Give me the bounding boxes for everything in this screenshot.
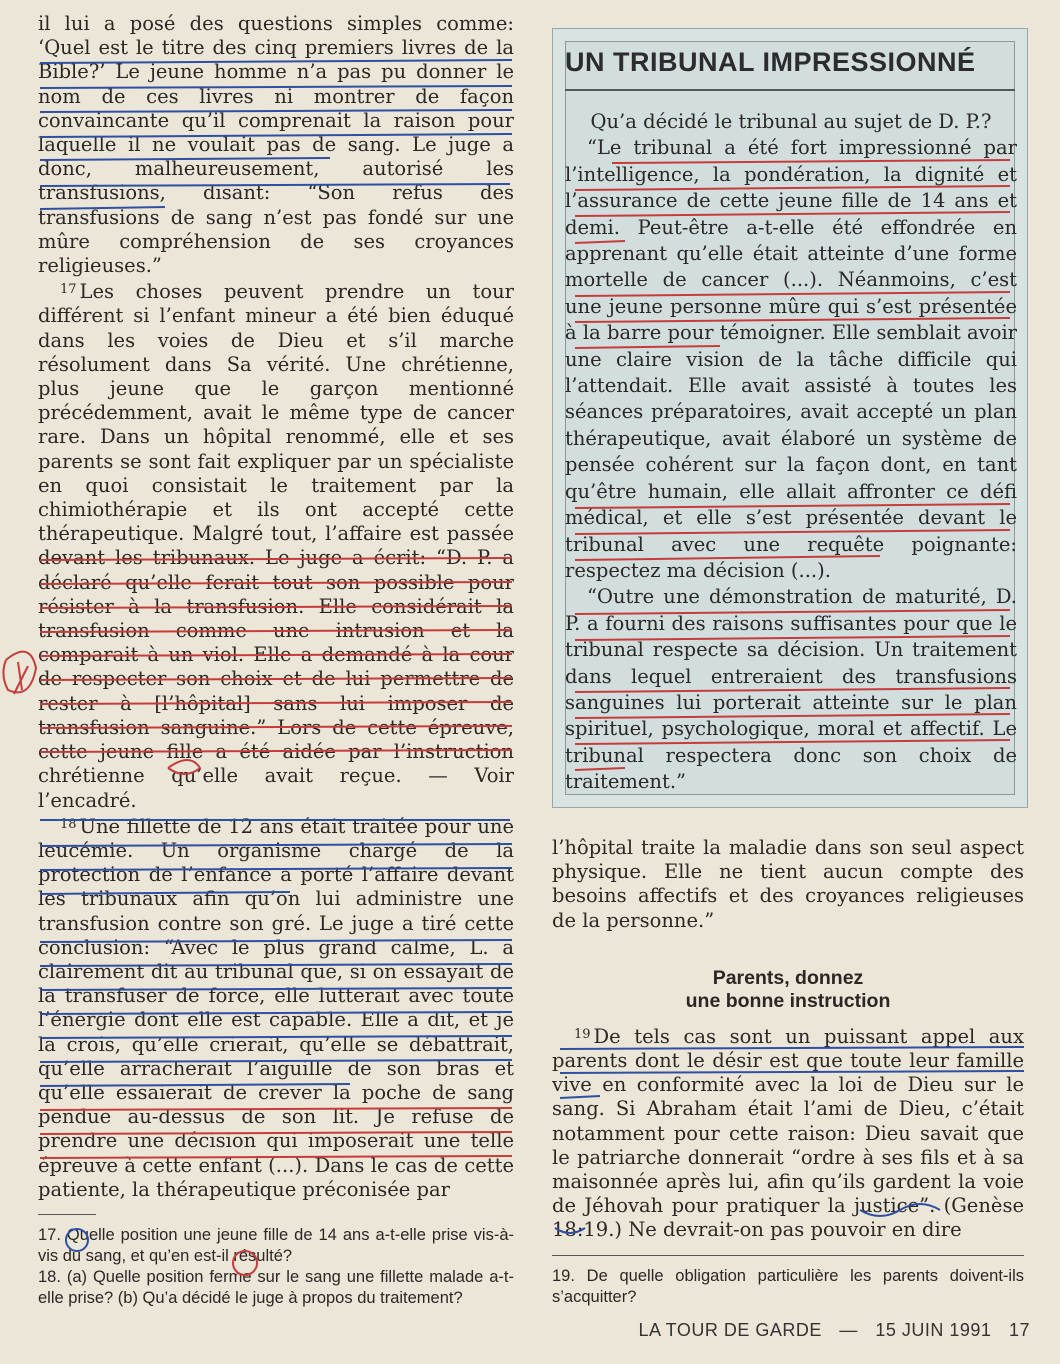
right-column [552,836,1024,1308]
left-column [38,12,514,1309]
paragraph-19-text: De tels cas sont un puissant appel aux parents dont le désir est que toute leur famille vive en conformité avec la loi de Dieu sur le sang. Si Abraham était l’ami de Dieu, c’était notamment pour cette raison: Dieu savait que le patriarche donnerait “ordre à ses fils et à sa maisonnée après lui, afin qu’ils gardent la voie de Jéhovah pour pratiquer la justice”. (Genèse 18:19.) Ne devrait-on pas pouvoir en dire [552,1024,1024,1242]
box-title-rule [565,89,1015,91]
paragraph-19 [552,1023,1024,1243]
paragraph-18-continued: l’hôpital traite la maladie dans son seul aspect physique. Elle ne tient aucun compte des besoins affectifs et des croyances religieuses de la personne.” [552,836,1024,932]
box-paragraph-2: “Outre une démonstration de maturité, D. P. a fourni des raisons suffisantes pour que le tribunal respecte sa décision. Un traitement dans lequel entreraient des transfusions sanguines lui porterait atteinte sur le plan spirituel, psychologique, moral et affectif. Le tribunal respectera donc son choix de traitement.” [565,585,1017,794]
page-number: 17 [1008,1320,1030,1340]
paragraph-16-end: il lui a posé des questions simples comme: ‘Quel est le titre des cinq premiers livres de la Bible?’ Le jeune homme n’a pas pu donner le nom de ces livres ni montrer de façon convaincante qu’il comprenait la raison pour laquelle il ne voulait pas de sang. Le juge a donc, malheureusement, autorisé les transfusions, disant: “Son refus des transfusions de sang n’est pas fondé sur une mûre compréhension de ses croyances religieuses.” [38,12,514,278]
subheading [552,967,1024,1013]
study-questions-left [38,1225,514,1309]
paragraph-number-18: 18 [60,816,77,832]
box-paragraph-1: “Le tribunal a été fort impressionné par l’intelligence, la pondération, la dignité et l’assurance de cette jeune fille de 14 ans et demi. Peut-être a-t-elle été effondrée en apprenant qu’elle était atteinte d’une forme mortelle de cancer (...). Néanmoins, c’est une jeune personne mûre qui s’est présentée à la barre pour témoigner. Elle semblait avoir une claire vision de la tâche difficile qui l’attendait. Elle avait assisté à toutes les séances préparatoires, avait accepté un plan thérapeutique, avait élaboré un système de pensée cohérent sur la façon dont, en tant qu’être humain, elle allait affronter ce défi médical, et elle s’est présentée devant le tribunal avec une requête poignante: respectez ma décision (...). [565,136,1017,582]
paragraph-number-19: 19 [574,1026,591,1042]
box-body [565,109,1017,796]
question-17: 17. Quelle position une jeune fille de 14 ans a-t-elle prise vis-à-vis du sang, et qu’en est-il résulté? [38,1225,514,1265]
question-18: 18. (a) Quelle position ferme sur le sang une fillette malade a-t-elle prise? (b) Qu’a décidé le juge à propos du traitement? [38,1267,514,1307]
subheading-line-1: Parents, donnez [712,966,864,989]
paragraph-18-text: Une fillette de 12 ans était traitée pour une leucémie. Un organisme chargé de la protection de l’enfance a porté l’affaire devant les tribunaux afin qu’on lui administre une transfusion contre son gré. Le juge a tiré cette conclusion: “Avec le plus grand calme, L. a clairement dit au tribunal que, si on essayait de la transfuser de force, elle lutterait avec toute l’énergie dont elle est capable. Elle a dit, et je la crois, qu’elle crierait, qu’elle se débattrait, qu’elle arracherait l’aiguille de son bras et qu’elle essaierait de crever la poche de sang pendue au-dessus de son lit. Je refuse de prendre une décision qui imposerait une telle épreuve à cette enfant (...). Dans le cas de cette patiente, la thérapeutique préconisée par [38,814,514,1201]
page-footer [590,1320,1030,1341]
box-question: Qu’a décidé le tribunal au sujet de D. P.? [590,110,992,133]
paragraph-17 [38,278,514,812]
study-questions-right [552,1266,1024,1308]
paragraph-17-text: Les choses peuvent prendre un tour différent si l’enfant mineur a été bien éduqué dans les voies de Dieu et s’il marche résolument dans Sa vérité. Une chrétienne, plus jeune que le garçon mentionné précédemment, avait le même type de cancer rare. Dans un hôpital renommé, elle et ses parents se sont fait expliquer par un spécialiste en quoi consistait le traitement par la chimiothérapie et ils ont accepté cette thérapeutique. Malgré tout, l’affaire est passée devant les tribunaux. Le juge a écrit: “D. P. a déclaré qu’elle ferait tout son possible pour résister à la transfusion. Elle considérait la transfusion comme une intrusion et la comparait à un viol. Elle a demandé à la cour de respecter son choix et de lui permettre de rester à [l’hôpital] sans lui imposer de transfusion sanguine.” Lors de cette épreuve, cette jeune fille a été aidée par l’instruction chrétienne qu’elle avait reçue. — Voir l’encadré. [38,280,514,812]
paragraph-number-17: 17 [60,282,77,298]
footer-dash: — [839,1320,858,1340]
subheading-line-2: une bonne instruction [685,989,891,1012]
issue-date: 15 JUIN 1991 [875,1320,992,1340]
margin-annotation-loop [3,652,36,693]
question-19: 19. De quelle obligation particulière les parents doivent-ils s’acquitter? [552,1266,1024,1306]
paragraph-18 [38,813,514,1202]
margin-annotation-mark [14,662,28,694]
sidebar-box [552,28,1028,808]
questions-divider [38,1214,96,1215]
box-title: UN TRIBUNAL IMPRESSIONNÉ [565,47,976,77]
questions-divider-right [552,1255,1024,1256]
publication-name: LA TOUR DE GARDE [638,1320,822,1340]
